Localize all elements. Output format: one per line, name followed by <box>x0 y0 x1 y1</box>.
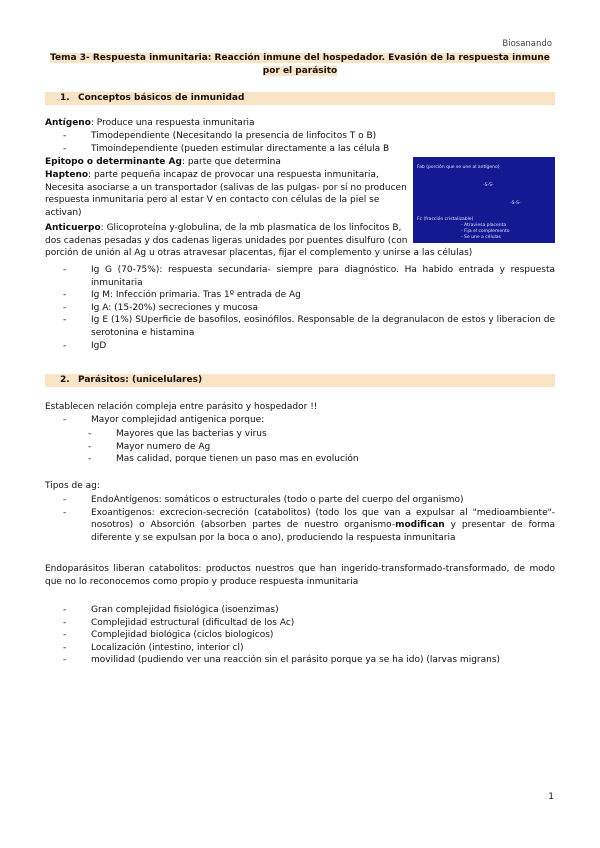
relacion-paragraph: Establecen relación compleja entre parásito y hospedador !! <box>45 402 318 412</box>
document-title: Tema 3- Respuesta inmunitaria: Reacción inmune del hospedador. Evasión de la respuesta inmune por el parásito <box>50 53 550 76</box>
list-item: - Complejidad biológica (ciclos biologicos) <box>63 629 555 642</box>
figure-label-fc-item: - Atraviesa placenta <box>461 223 507 228</box>
list-item: - Gran complejidad fisiológica (isoenzimas) <box>63 604 555 617</box>
list-item: - Mayor complejidad antigenica porque: <box>63 414 553 427</box>
list-item: - Timodependiente (Necesitando la presencia de linfocitos T o B) <box>63 130 553 143</box>
list-item: - movilidad (pudiendo ver una reacción sin el parásito porque ya se ha ido) (larvas migrans) <box>63 654 555 667</box>
list-item: - Ig A: (15-20%) secreciones y mucosa <box>63 302 555 315</box>
immunoglobulin-list <box>63 264 555 352</box>
list-item: - Exoantigenos: excrecion-secreción (catabolitos) (todo los que van a expulsar al "medioambiente"-nosotros) o Absorción (absorben partes de nuestro organismo-modifican y presentar de forma diferente y se expulsan por la boca o ano), produciendo la respuesta inmunitaria <box>63 507 555 545</box>
antigeno-list <box>63 130 553 155</box>
epitopo-definition: Epitopo o determinante Ag: parte que determina <box>45 157 281 167</box>
page-number: 1 <box>548 792 554 802</box>
endoparasitos-paragraph: Endoparásitos liberan catabolitos: productos nuestros que han ingerido-transformado-transformado, de modo que no lo reconocemos como propio y produce respuesta inmunitaria <box>45 564 555 587</box>
antigeno-definition: Antígeno: Produce una respuesta inmunitaria <box>45 118 255 128</box>
header-brand: Biosanando <box>502 39 552 49</box>
figure-label-fab: Fab (porción que se une al antígeno) <box>417 165 500 170</box>
list-item: - Ig G (70-75%): respuesta secundaria- siempre para diagnóstico. Ha habido entrada y respuesta inmunitaria <box>63 264 555 289</box>
figure-label-fc-item: - Fija el complemento <box>461 229 510 234</box>
list-item: - Mas calidad, porque tienen un paso mas en evolución <box>88 453 548 466</box>
tipos-list <box>63 494 555 544</box>
list-item: - Localización (intestino, interior cl) <box>63 642 555 655</box>
relacion-list <box>63 414 553 427</box>
figure-label-fc-item: - Se une a células <box>461 235 501 240</box>
relacion-sublist <box>88 428 548 466</box>
list-item: - Mayores que las bacterias y virus <box>88 428 548 441</box>
list-item: - EndoAntígenos: somáticos o estructurales (todo o parte del cuerpo del organismo) <box>63 494 555 507</box>
tipos-paragraph: Tipos de ag: <box>45 481 100 491</box>
section-heading-1: 1. Conceptos básicos de inmunidad <box>45 92 555 105</box>
list-item: - Complejidad estructural (dificultad de los Ac) <box>63 617 555 630</box>
endoparasitos-list <box>63 604 555 667</box>
figure-label-ss: -S-S- <box>510 201 521 206</box>
section-heading-2: 2. Parásitos: (unicelulares) <box>45 374 555 387</box>
list-item: - Ig M: Infección primaria. Tras 1º entrada de Ag <box>63 289 555 302</box>
figure-label-fc: Fc (fracción cristalizable) <box>417 217 474 222</box>
list-item: - Timoindependiente (pueden estimular directamente a las célula B <box>63 143 553 156</box>
hapteno-definition: Hapteno: parte pequeña incapaz de provocar una respuesta inmunitaria, Necesita asociarse a un transportador (salivas de las pulgas- por sí no producen respuesta inmunitaria pero al estar V en contacto con células de la piel se activan) <box>45 170 407 218</box>
figure-label-ss: -S-S- <box>483 183 494 188</box>
list-item: - Mayor numero de Ag <box>88 441 548 454</box>
anticuerpo-definition: Anticuerpo: Glicoproteína y-globulina, de la mb plasmatica de los linfocitos B, dos cadenas pesadas y dos cadenas ligeras unidades por puentes disulfuro (con porción de unión al Ag u otras atravesar placentas, fijar el complemento y unirse a las células) <box>45 223 473 259</box>
list-item: - Ig E (1%) SUperficie de basofilos, eosinófilos. Responsable de la degranulacon de estos y liberacion de serotonina e histamina <box>63 314 555 339</box>
list-item: - IgD <box>63 340 555 353</box>
